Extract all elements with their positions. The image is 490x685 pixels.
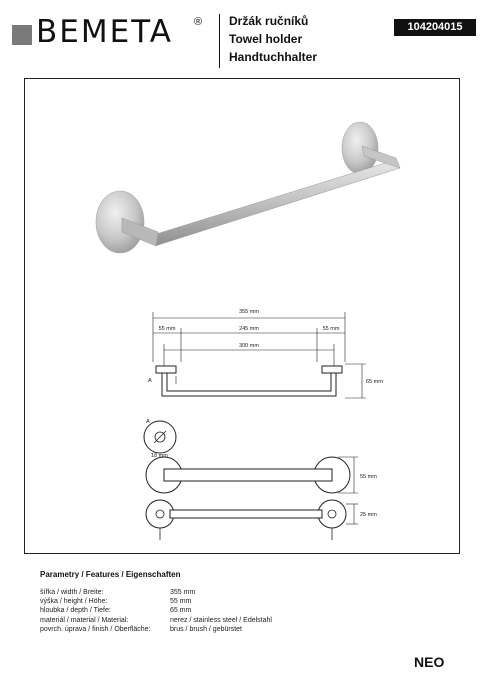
- dim-small-label: 25 mm: [360, 512, 377, 518]
- feature-value: nerez / stainless steel / Edelstahl: [170, 616, 272, 624]
- feature-label: výška / height / Höhe:: [40, 598, 108, 606]
- feature-label: šířka / width / Breite:: [40, 589, 104, 596]
- flange-right: [342, 122, 378, 174]
- section-label-a-2: A: [146, 419, 150, 425]
- dim-left-label: 55 mm: [158, 326, 176, 332]
- feature-value: 355 mm: [170, 589, 196, 596]
- feature-value: 55 mm: [170, 598, 192, 606]
- dim-right-label: 55 mm: [322, 326, 340, 332]
- feature-label: povrch. úprava / finish / Oberfläche:: [40, 625, 151, 633]
- bottom-view: [146, 500, 346, 540]
- dim-total-label: 355 mm: [239, 309, 259, 315]
- product-name-en: Towel holder: [229, 32, 303, 46]
- dim-inner-label: 300 mm: [239, 343, 259, 349]
- frame-divider: [24, 553, 460, 554]
- flange-left: [96, 191, 144, 253]
- product-name-cz: Držák ručníků: [229, 14, 309, 28]
- features-title: Parametry / Features / Eigenschaften: [40, 570, 181, 579]
- feature-label: materiál / material / Material:: [40, 616, 129, 624]
- section-a-view: [144, 421, 176, 453]
- registered-mark: ®: [194, 16, 203, 28]
- feature-label: hloubka / depth / Tiefe:: [40, 607, 111, 615]
- section-label-a: A: [148, 378, 152, 384]
- product-name-de: Handtuchhalter: [229, 50, 318, 64]
- feature-value: brus / brush / gebürstet: [170, 625, 242, 633]
- dimension-labels: [146, 309, 383, 518]
- logo-text: BEMETA: [36, 14, 173, 50]
- series-name: NEO: [414, 654, 445, 670]
- front-view: [156, 366, 342, 396]
- bar-body: [150, 160, 400, 246]
- feature-value: 65 mm: [170, 607, 192, 615]
- product-render: [96, 122, 400, 253]
- dimension-lines: [153, 312, 366, 398]
- dim-depth-label: 65 mm: [366, 379, 383, 385]
- side-view: [146, 457, 350, 493]
- dim-flange-label: 55 mm: [360, 474, 377, 480]
- bottom-view-dims: [346, 504, 358, 524]
- dim-diameter-label: 18 mm: [151, 453, 168, 459]
- dim-middle-label: 245 mm: [239, 326, 259, 332]
- product-code: 104204015: [394, 19, 476, 36]
